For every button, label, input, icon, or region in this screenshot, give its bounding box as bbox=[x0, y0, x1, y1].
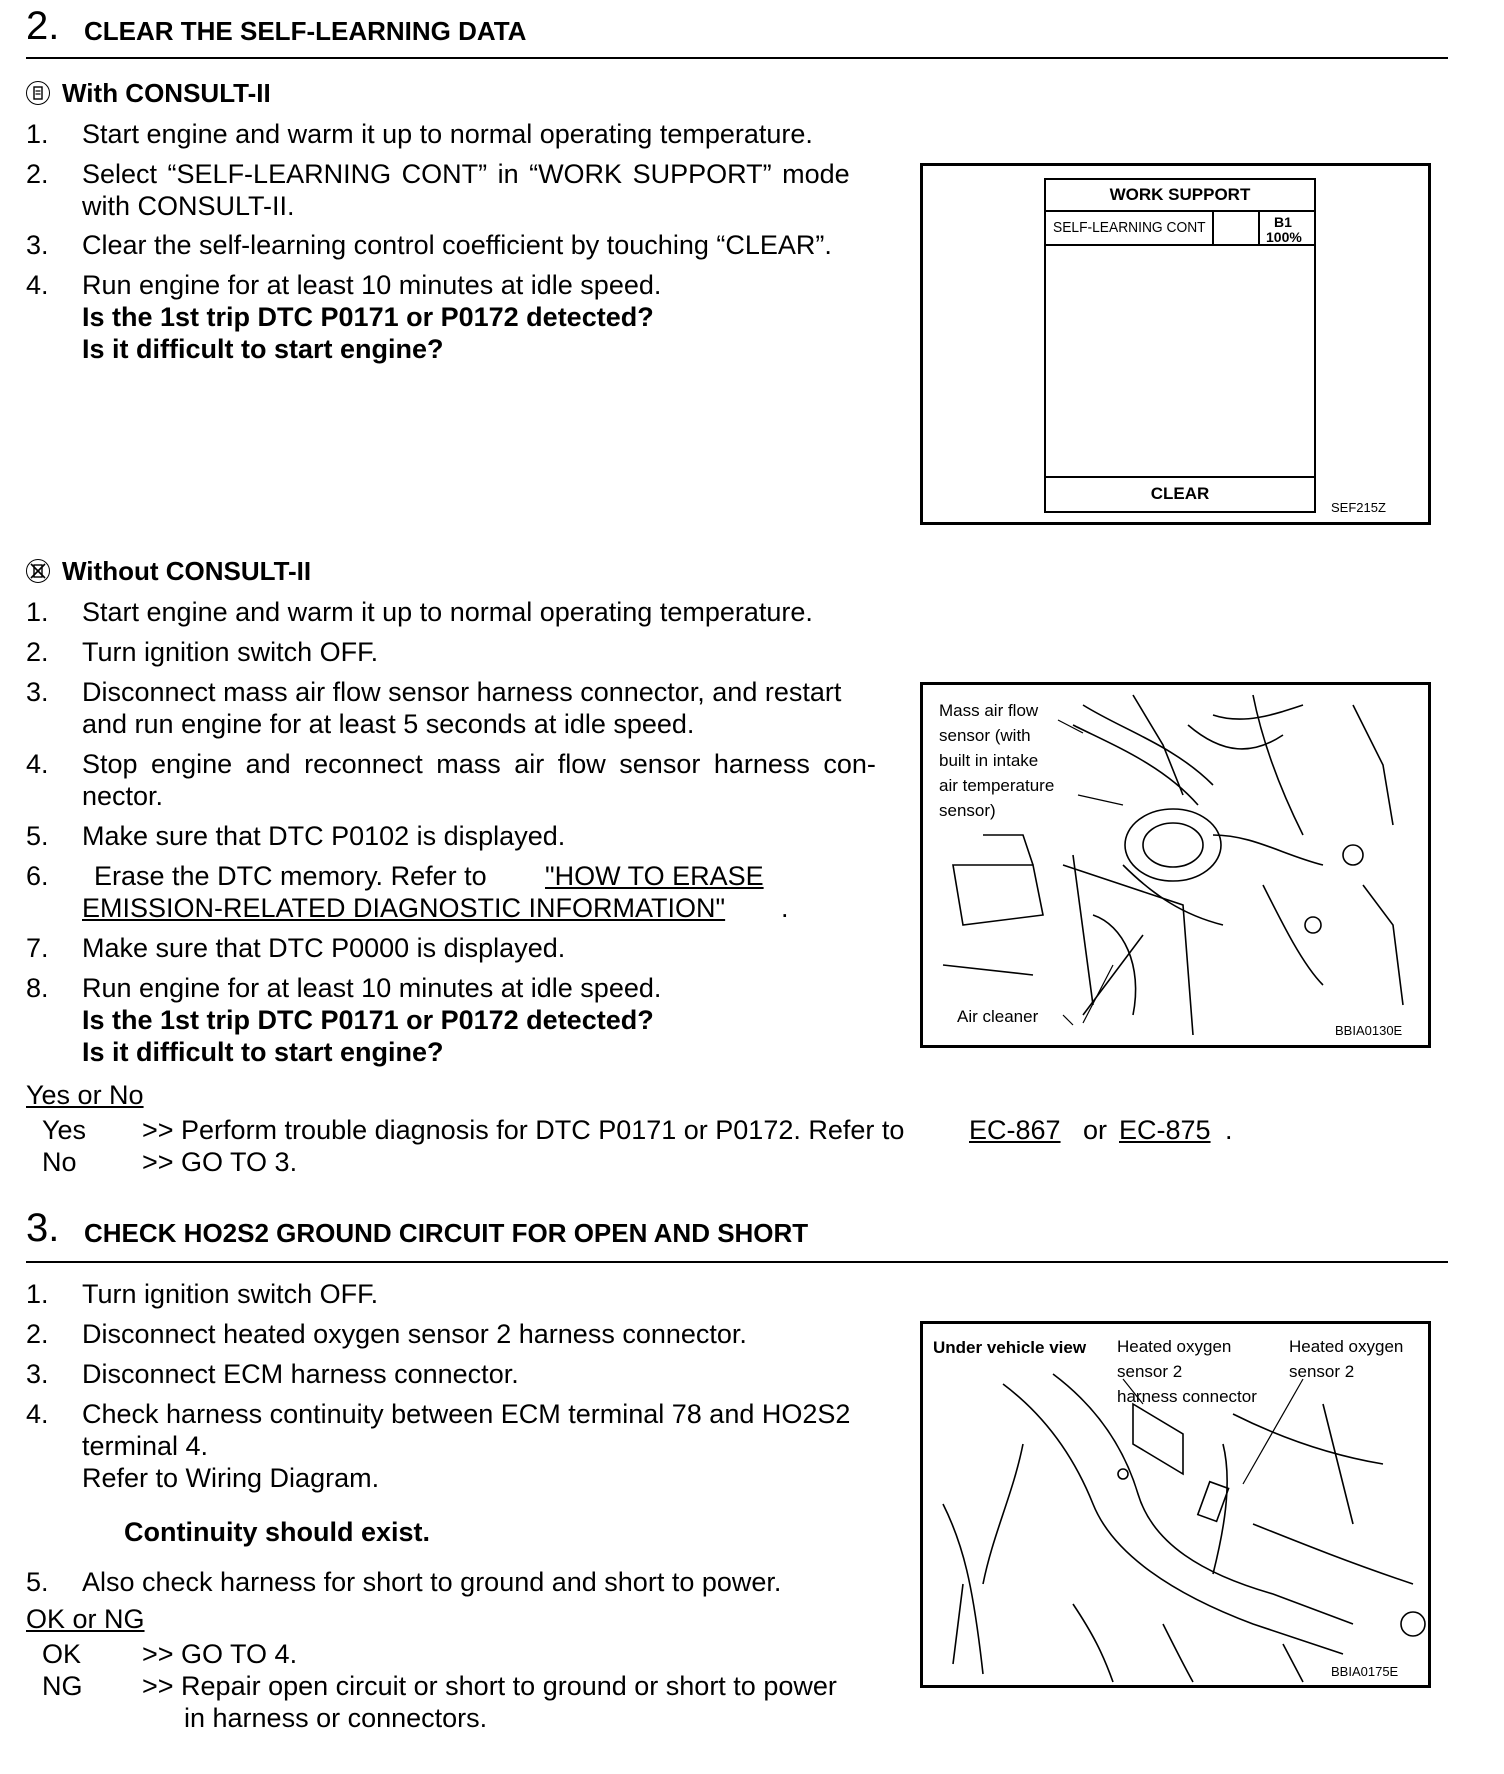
step-num: 3. bbox=[26, 230, 49, 260]
result-text: in harness or connectors. bbox=[184, 1703, 488, 1733]
result-text: >> Repair open circuit or short to ground or short to power bbox=[142, 1671, 837, 1701]
result-key: No bbox=[42, 1147, 77, 1177]
label-line: sensor) bbox=[939, 801, 996, 820]
figure-code: SEF215Z bbox=[1331, 500, 1386, 515]
step-title: CHECK HO2S2 GROUND CIRCUIT FOR OPEN AND SHORT bbox=[84, 1218, 809, 1248]
step-text: Erase the DTC memory. Refer to bbox=[94, 861, 487, 891]
label-line: sensor (with bbox=[939, 726, 1031, 745]
label-line: Heated oxygen bbox=[1117, 1337, 1232, 1356]
result-heading: OK or NG bbox=[26, 1604, 145, 1634]
value-label: 100% bbox=[1266, 229, 1302, 245]
step-text: Make sure that DTC P0102 is displayed. bbox=[82, 821, 566, 851]
step-text: Clear the self-learning control coefficient by touching “CLEAR”. bbox=[82, 230, 832, 260]
result-heading: Yes or No bbox=[26, 1080, 144, 1110]
heading-label: With CONSULT-II bbox=[62, 78, 271, 108]
step-num: 4. bbox=[26, 1399, 49, 1429]
question: Is the 1st trip DTC P0171 or P0172 detected? bbox=[82, 302, 654, 332]
step-text: Disconnect ECM harness connector. bbox=[82, 1359, 519, 1389]
step-num: 1. bbox=[26, 1279, 49, 1309]
result-text: >> GO TO 3. bbox=[142, 1147, 298, 1177]
step-text: Disconnect mass air flow sensor harness connector, and restart bbox=[82, 677, 842, 707]
step-text: Run engine for at least 10 minutes at idle speed. bbox=[82, 270, 662, 300]
step-number: 2. bbox=[26, 4, 60, 48]
work-support-row bbox=[1046, 212, 1314, 246]
step-number: 3. bbox=[26, 1206, 60, 1250]
divider bbox=[26, 1261, 1448, 1263]
air-cleaner-label: Air cleaner bbox=[957, 1007, 1039, 1026]
no-consult-icon bbox=[26, 559, 50, 583]
step-num: 2. bbox=[26, 637, 49, 667]
divider bbox=[26, 57, 1448, 59]
label-line: sensor 2 bbox=[1289, 1362, 1355, 1381]
label-line: built in intake bbox=[939, 751, 1039, 770]
step-text: and run engine for at least 5 seconds at idle speed. bbox=[82, 709, 695, 739]
question: Is it difficult to start engine? bbox=[82, 334, 444, 364]
step-text: nector. bbox=[82, 781, 164, 811]
step-num: 2. bbox=[26, 1319, 49, 1349]
step-text: Also check harness for short to ground and short to power. bbox=[82, 1567, 782, 1597]
result-key: NG bbox=[42, 1671, 83, 1701]
step-num: 4. bbox=[26, 749, 49, 779]
with-consult-heading bbox=[26, 78, 271, 109]
step-num: 5. bbox=[26, 1567, 49, 1597]
maf-sensor-figure bbox=[920, 682, 1431, 1048]
ec-867-link[interactable]: EC-867 bbox=[969, 1115, 1061, 1145]
label-line: Heated oxygen bbox=[1289, 1337, 1404, 1356]
result-key: OK bbox=[42, 1639, 82, 1669]
step-text: Refer to Wiring Diagram. bbox=[82, 1463, 380, 1493]
consult-screen bbox=[1044, 178, 1316, 513]
result-key: Yes bbox=[42, 1115, 87, 1145]
label-line: sensor 2 bbox=[1117, 1362, 1183, 1381]
step-text: Make sure that DTC P0000 is displayed. bbox=[82, 933, 566, 963]
ho2s2-figure bbox=[920, 1321, 1431, 1688]
step-num: 5. bbox=[26, 821, 49, 851]
step-text: terminal 4. bbox=[82, 1431, 209, 1461]
period: . bbox=[781, 893, 789, 923]
without-consult-heading bbox=[26, 556, 311, 587]
screen-header: WORK SUPPORT bbox=[1046, 180, 1314, 212]
cell-divider bbox=[1212, 212, 1214, 244]
step-num: 1. bbox=[26, 597, 49, 627]
step-num: 1. bbox=[26, 119, 49, 149]
step-text: Start engine and warm it up to normal operating temperature. bbox=[82, 597, 813, 627]
work-support-figure bbox=[920, 163, 1431, 525]
step-text: Run engine for at least 10 minutes at idle speed. bbox=[82, 973, 662, 1003]
figure-code: BBIA0175E bbox=[1331, 1664, 1399, 1679]
sensor-label bbox=[1289, 1334, 1403, 1384]
connector-label bbox=[1117, 1334, 1257, 1409]
step-num: 3. bbox=[26, 677, 49, 707]
step-text: Stop engine and reconnect mass air flow sensor harness con- bbox=[82, 749, 876, 779]
question: Is the 1st trip DTC P0171 or P0172 detected? bbox=[82, 1005, 654, 1035]
step-num: 3. bbox=[26, 1359, 49, 1389]
consult-icon bbox=[26, 81, 50, 105]
figure-code: BBIA0130E bbox=[1335, 1023, 1403, 1038]
erase-dtc-link[interactable]: EMISSION-RELATED DIAGNOSTIC INFORMATION" bbox=[82, 893, 726, 923]
maf-label bbox=[939, 698, 1054, 823]
period: . bbox=[1225, 1115, 1233, 1145]
step-num: 4. bbox=[26, 270, 49, 300]
step-text: Disconnect heated oxygen sensor 2 harness connector. bbox=[82, 1319, 747, 1349]
step-num: 2. bbox=[26, 159, 49, 189]
erase-dtc-link[interactable]: "HOW TO ERASE bbox=[545, 861, 764, 891]
spec-text: Continuity should exist. bbox=[124, 1517, 431, 1547]
step-text: Turn ignition switch OFF. bbox=[82, 1279, 379, 1309]
label-line: air temperature bbox=[939, 776, 1055, 795]
view-label: Under vehicle view bbox=[933, 1338, 1087, 1357]
clear-button[interactable]: CLEAR bbox=[1046, 476, 1314, 513]
step-text: Select “SELF-LEARNING CONT” in “WORK SUPPORT” mode bbox=[82, 159, 850, 189]
step-text: with CONSULT-II. bbox=[82, 191, 295, 221]
step-num: 8. bbox=[26, 973, 49, 1003]
question: Is it difficult to start engine? bbox=[82, 1037, 444, 1067]
cell-divider bbox=[1258, 212, 1260, 244]
label-line: harness connector bbox=[1117, 1387, 1257, 1406]
result-text: >> GO TO 4. bbox=[142, 1639, 298, 1669]
bank-label: B1 bbox=[1274, 214, 1292, 230]
result-text: >> Perform trouble diagnosis for DTC P0171 or P0172. Refer to bbox=[142, 1115, 905, 1145]
heading-label: Without CONSULT-II bbox=[62, 556, 312, 586]
step-num: 6. bbox=[26, 861, 49, 891]
step-text: Check harness continuity between ECM terminal 78 and HO2S2 bbox=[82, 1399, 851, 1429]
step-num: 7. bbox=[26, 933, 49, 963]
step-text: Turn ignition switch OFF. bbox=[82, 637, 379, 667]
step-title: CLEAR THE SELF-LEARNING DATA bbox=[84, 16, 527, 46]
step-text: Start engine and warm it up to normal operating temperature. bbox=[82, 119, 813, 149]
label-line: Mass air flow bbox=[939, 701, 1039, 720]
result-or: or bbox=[1083, 1115, 1108, 1145]
ec-875-link[interactable]: EC-875 bbox=[1119, 1115, 1211, 1145]
item-label: SELF-LEARNING CONT bbox=[1053, 219, 1206, 236]
